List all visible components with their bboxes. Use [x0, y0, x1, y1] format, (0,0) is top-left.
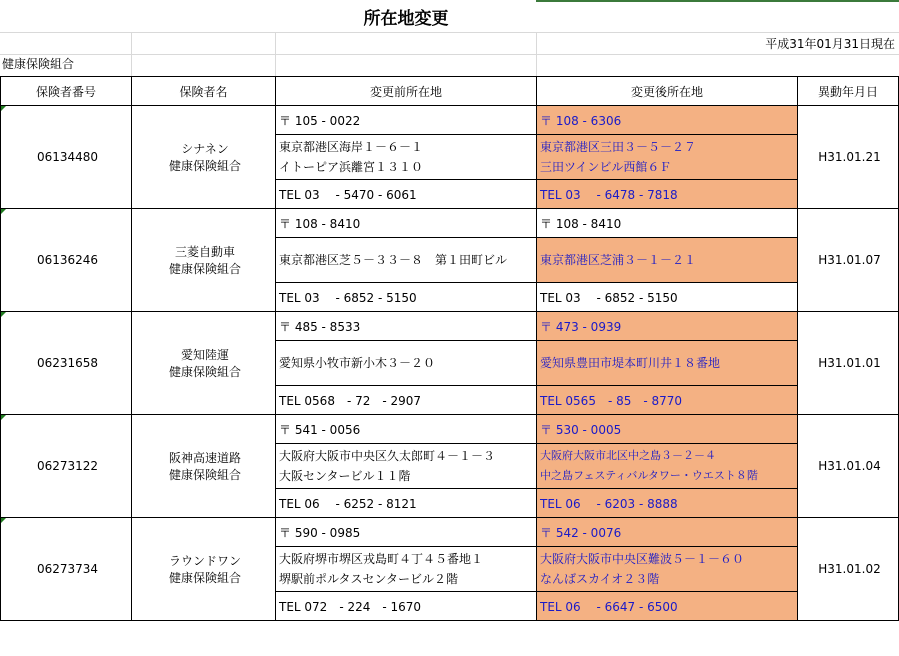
address-line: ラウンドワン	[168, 554, 241, 568]
after-address	[537, 547, 798, 592]
before-tel: TEL 0568 - 72 - 2907	[276, 386, 537, 415]
header-row	[1, 77, 899, 106]
insurer-name-cell	[132, 518, 276, 621]
after-postal: 〒 530 - 0005	[537, 415, 798, 444]
address-line: 大阪府大阪市中央区久太郎町４－１－３	[279, 449, 496, 463]
address-line: 健康保険組合	[168, 468, 241, 482]
address-line: 健康保険組合	[168, 365, 241, 379]
header-change-date: 異動年月日	[798, 77, 899, 106]
before-tel: TEL 072 - 224 - 1670	[276, 592, 537, 621]
insurer-name-cell	[132, 209, 276, 312]
change-date: H31.01.04	[798, 415, 899, 518]
table-body	[1, 106, 899, 621]
address-line: 堺駅前ポルタスセンタービル２階	[279, 572, 459, 586]
as-of-date: 平成31年01月31日現在	[765, 37, 895, 51]
before-postal: 〒 541 - 0056	[276, 415, 537, 444]
insurer-number-cell	[1, 518, 132, 621]
after-postal: 〒 108 - 6306	[537, 106, 798, 135]
comment-marker-icon	[1, 415, 6, 420]
address-line: 愛知陸運	[180, 348, 229, 362]
insurer-number-cell	[1, 106, 132, 209]
change-date: H31.01.07	[798, 209, 899, 312]
address-line: なんばスカイオ２３階	[540, 572, 660, 586]
after-tel: TEL 06 - 6203 - 8888	[537, 489, 798, 518]
after-tel: TEL 03 - 6478 - 7818	[537, 180, 798, 209]
insurer-number-cell	[1, 312, 132, 415]
insurer-name-cell	[132, 312, 276, 415]
comment-marker-icon	[1, 518, 6, 523]
insurer-number-cell	[1, 209, 132, 312]
before-tel: TEL 06 - 6252 - 8121	[276, 489, 537, 518]
before-address	[276, 238, 537, 283]
address-line: 健康保険組合	[168, 262, 241, 276]
after-address	[537, 341, 798, 386]
address-line: イトーピア浜離宮１３１０	[279, 160, 424, 174]
insurer-number: 06136246	[36, 253, 99, 267]
comment-marker-icon	[1, 209, 6, 214]
address-line: 阪神高速道路	[168, 451, 241, 465]
address-line: 大阪府大阪市中央区難波５－１－６０	[540, 552, 745, 566]
before-postal: 〒 485 - 8533	[276, 312, 537, 341]
table-row	[1, 209, 899, 238]
address-line: シナネン	[181, 142, 229, 156]
address-line: 大阪府堺市堺区戎島町４丁４５番地１	[279, 552, 484, 566]
comment-marker-icon	[1, 106, 6, 111]
top-border-line	[536, 0, 899, 2]
address-line: 三田ツインビル西館６Ｆ	[540, 160, 672, 174]
insurer-number: 06273734	[36, 562, 99, 576]
before-address	[276, 547, 537, 592]
header-insurer-name: 保険者名	[132, 77, 276, 106]
change-date: H31.01.02	[798, 518, 899, 621]
after-address	[537, 444, 798, 489]
address-line: 大阪府大阪市北区中之島３－２－４	[540, 449, 716, 462]
address-line: 中之島フェスティバルタワー・ウエスト８階	[540, 469, 758, 482]
before-address	[276, 135, 537, 180]
address-line: 愛知県豊田市堤本町川井１８番地	[540, 356, 721, 370]
address-line: 愛知県小牧市新小木３－２０	[279, 356, 436, 370]
address-line: 東京都港区芝５－３３－８ 第１田町ビル	[279, 253, 508, 267]
change-date: H31.01.21	[798, 106, 899, 209]
address-line: 東京都港区海岸１－６－１	[279, 140, 424, 154]
address-line: 三菱自動車	[174, 245, 235, 259]
grid-line	[0, 54, 899, 55]
after-tel: TEL 06 - 6647 - 6500	[537, 592, 798, 621]
table-row	[1, 312, 899, 341]
table-row	[1, 106, 899, 135]
category-label: 健康保険組合	[2, 57, 75, 71]
before-address	[276, 444, 537, 489]
before-postal: 〒 108 - 8410	[276, 209, 537, 238]
before-tel: TEL 03 - 6852 - 5150	[276, 283, 537, 312]
header-insurer-number: 保険者番号	[1, 77, 132, 106]
insurer-number-cell	[1, 415, 132, 518]
insurer-name-cell	[132, 415, 276, 518]
before-tel: TEL 03 - 5470 - 6061	[276, 180, 537, 209]
address-line: 東京都港区芝浦３－１－２１	[540, 253, 697, 267]
table-row	[1, 415, 899, 444]
header-address-after: 変更後所在地	[537, 77, 798, 106]
after-postal: 〒 108 - 8410	[537, 209, 798, 238]
address-line: 健康保険組合	[168, 159, 241, 173]
after-tel: TEL 0565 - 85 - 8770	[537, 386, 798, 415]
address-line: 健康保険組合	[168, 571, 241, 585]
after-postal: 〒 542 - 0076	[537, 518, 798, 547]
address-line: 東京都港区三田３－５－２７	[540, 140, 697, 154]
insurer-number: 06231658	[36, 356, 99, 370]
grid-line	[0, 32, 899, 33]
insurer-number: 06273122	[36, 459, 99, 473]
after-address	[537, 238, 798, 283]
before-address	[276, 341, 537, 386]
address-line: 大阪センタービル１１階	[279, 469, 411, 483]
insurer-number: 06134480	[36, 150, 99, 164]
change-date: H31.01.01	[798, 312, 899, 415]
after-tel: TEL 03 - 6852 - 5150	[537, 283, 798, 312]
comment-marker-icon	[1, 312, 6, 317]
insurer-name-cell	[132, 106, 276, 209]
address-change-table	[0, 76, 899, 621]
after-address	[537, 135, 798, 180]
before-postal: 〒 590 - 0985	[276, 518, 537, 547]
before-postal: 〒 105 - 0022	[276, 106, 537, 135]
page-title: 所在地変更	[363, 8, 449, 29]
after-postal: 〒 473 - 0939	[537, 312, 798, 341]
header-address-before: 変更前所在地	[276, 77, 537, 106]
table-row	[1, 518, 899, 547]
